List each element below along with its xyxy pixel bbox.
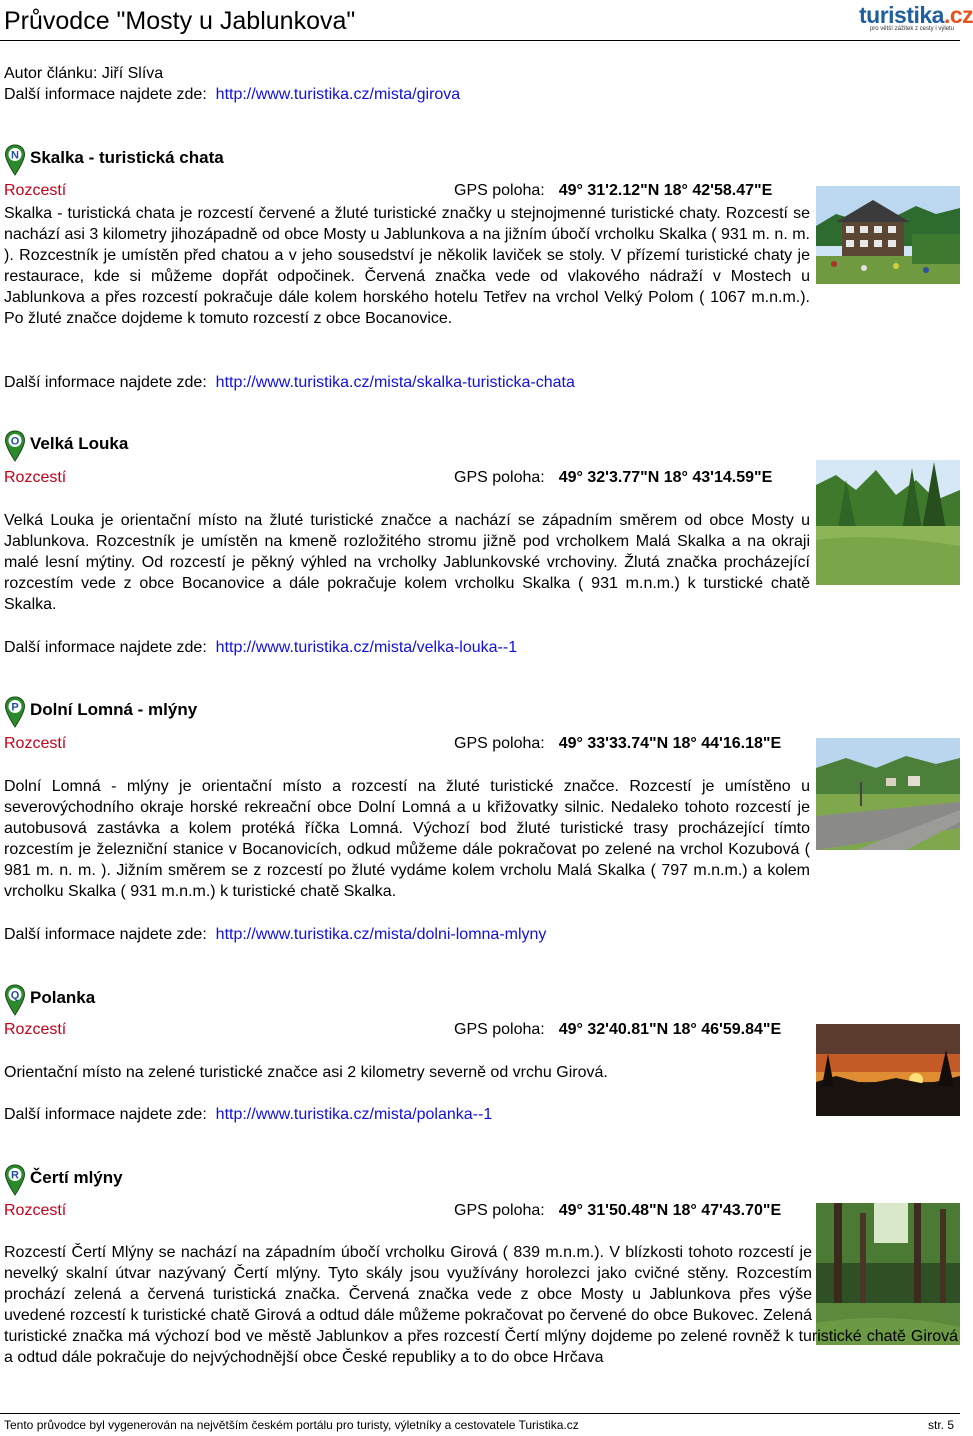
map-marker-o-icon bbox=[4, 430, 26, 462]
page-number: str. 5 bbox=[927, 1418, 954, 1432]
point-type: Rozcestí bbox=[4, 735, 67, 752]
more-info-row bbox=[4, 924, 546, 945]
logo-tagline: pro větší zážitek z cesty i výletu bbox=[869, 26, 954, 32]
gps-coordinates: 49° 32'3.77"N 18° 43'14.59"E bbox=[558, 469, 773, 486]
gps-label: GPS poloha: bbox=[454, 1021, 545, 1038]
gps-position bbox=[454, 1019, 781, 1040]
footer-divider bbox=[0, 1413, 960, 1414]
gps-label: GPS poloha: bbox=[454, 182, 545, 199]
point-description: Velká Louka je orientační místo na žluté turistické značce a nachází se západním směrem od obce Mosty u Jablunkova. Rozcestník je umístěn na kmeně rozložitého stromu jižně pod vrcholkem Malá Skalka a na okraji malé lesní mýtiny. Od rozcestí je pěkný výhled na vrcholky Jablunkovské vrchoviny. Žlutá značka procházející rozcestím vede z obce Bocanovice a dále pokračuje kolem vrcholku Skalka ( 931 m.n.m.) k turstické chatě Skalka. bbox=[4, 512, 810, 613]
map-marker-q-icon bbox=[4, 984, 26, 1016]
logo-wordmark: turistika bbox=[859, 2, 944, 28]
point-description: Orientační místo na zelené turistické značce asi 2 kilometry severně od vrchu Girová. bbox=[4, 1064, 608, 1081]
more-info-label: Další informace najdete zde: bbox=[4, 926, 207, 943]
gps-position bbox=[454, 180, 772, 201]
point-type: Rozcestí bbox=[4, 1202, 67, 1219]
map-marker-p-icon bbox=[4, 696, 26, 728]
point-description-text: Rozcestí Čertí Mlýny se nachází na západním úbočí vrcholku Girová ( 839 m.n.m.). V blízkosti tohoto rozcestí je nevelký skalní útvar nazývaný Čertí mlýny. Tyto skály jsou využívány horolezci jako cvičné stěny. Rozcestím prochází zelená a červená turistická značka. Červená značka vede z obce Mosty u Jablunkova přes výše uvedené rozcestí k turistické chatě Girová a odtud dále můžeme pokračovat po červené do obce Bukovec. Zelená turistické značka má výchozí bod ve městě Jablunkov a přes rozcestí Čertí mlýny dojdeme po zelené rovněž k turistické chatě Girová a odtud dále pokračuje do nejvýchodnější obce České republiky a to do obce Hrčava bbox=[4, 1244, 958, 1366]
point-title: Velká Louka bbox=[30, 434, 129, 453]
logo-domain: .cz bbox=[943, 2, 973, 28]
more-info-label: Další informace najdete zde: bbox=[4, 374, 207, 391]
point-more-link[interactable]: http://www.turistika.cz/mista/polanka--1 bbox=[215, 1106, 493, 1123]
point-more-link[interactable]: http://www.turistika.cz/mista/velka-louka--1 bbox=[215, 639, 518, 656]
point-title: Polanka bbox=[30, 988, 96, 1007]
photo-dolni-lomna bbox=[816, 738, 960, 850]
point-description bbox=[4, 1242, 958, 1368]
gps-coordinates: 49° 31'2.12"N 18° 42'58.47"E bbox=[558, 182, 773, 199]
point-type: Rozcestí bbox=[4, 1021, 67, 1038]
gps-position bbox=[454, 733, 781, 754]
point-description: Skalka - turistická chata je rozcestí červené a žluté turistické značky u stejnojmenné turistické chaty. Rozcestí se nachází asi 3 kilometry jihozápadně od obce Mosty u Jablunkova a na jižním úbočí vrcholku Skalka ( 931 m. n. m. ). Rozcestník je umístěn před chatou a v jeho sousedství je několik laviček se stoly. V přízemí turistické chaty je restaurace, kde si můžeme dopřát odpočinek. Červená značka vede od vlakového nádraží v Mostech u Jablunkova a přes rozcestí pokračuje dále kolem horského hotelu Tetřev na vrchol Velký Polom ( 1067 m.n.m.). Po žluté značce dojdeme k tomuto rozcestí z obce Bocanovice. bbox=[4, 205, 810, 327]
gps-label: GPS poloha: bbox=[454, 735, 545, 752]
svg-text:R: R bbox=[11, 1169, 19, 1182]
author-block bbox=[4, 63, 460, 105]
point-more-link[interactable]: http://www.turistika.cz/mista/skalka-turisticka-chata bbox=[215, 374, 575, 391]
svg-text:P: P bbox=[11, 701, 19, 714]
point-type: Rozcestí bbox=[4, 469, 67, 486]
more-info-row bbox=[4, 372, 575, 393]
author-line: Autor článku: Jiří Slíva bbox=[4, 65, 164, 82]
point-type: Rozcestí bbox=[4, 182, 67, 199]
photo-wrap-spacer bbox=[812, 1242, 958, 1326]
header-divider bbox=[0, 40, 960, 41]
photo-polanka bbox=[816, 1024, 960, 1116]
gps-position bbox=[454, 467, 772, 488]
gps-coordinates: 49° 31'50.48"N 18° 47'43.70"E bbox=[558, 1202, 782, 1219]
gps-coordinates: 49° 33'33.74"N 18° 44'16.18"E bbox=[558, 735, 782, 752]
turistika-logo bbox=[859, 2, 973, 34]
map-marker-r-icon bbox=[4, 1164, 26, 1196]
more-info-label: Další informace najdete zde: bbox=[4, 639, 207, 656]
author-more-link[interactable]: http://www.turistika.cz/mista/girova bbox=[215, 86, 461, 103]
gps-coordinates: 49° 32'40.81"N 18° 46'59.84"E bbox=[558, 1021, 782, 1038]
more-info-label: Další informace najdete zde: bbox=[4, 86, 207, 103]
map-marker-n-icon bbox=[4, 144, 26, 176]
more-info-label: Další informace najdete zde: bbox=[4, 1106, 207, 1123]
gps-label: GPS poloha: bbox=[454, 1202, 545, 1219]
footer-note: Tento průvodce byl vygenerován na největším českém portálu pro turisty, výletníky a cestovatele Turistika.cz bbox=[4, 1418, 579, 1432]
gps-position bbox=[454, 1200, 781, 1221]
svg-text:N: N bbox=[11, 149, 19, 162]
point-title: Dolní Lomná - mlýny bbox=[30, 700, 198, 719]
svg-text:O: O bbox=[10, 435, 20, 448]
point-description: Dolní Lomná - mlýny je orientační místo a rozcestí na žluté turistické značce. Rozcestí je umístěno u severovýchodního okraje horské rekreační obce Dolní Lomná a u křižovatky silnic. Nedaleko tohoto rozcestí je autobusová zastávka a kolem protéká říčka Lomná. Výchozí bod žluté turistické trasy procházející tímto rozcestím je železniční stanice v Bocanovicích, odkud můžeme dále pokračovat po zelené na vrchol Kozubová ( 981 m. n. m. ). Jižním směrem se z rozcestí po žluté vydáme kolem vrcholu Malá Skalka ( 797 m.n.m.) a kolem vrcholku Skalka ( 931 m.n.m.) k turistické chatě Skalka. bbox=[4, 778, 810, 900]
point-more-link[interactable]: http://www.turistika.cz/mista/dolni-lomna-mlyny bbox=[215, 926, 547, 943]
page-header bbox=[0, 0, 973, 40]
photo-velka-louka bbox=[816, 460, 960, 585]
point-title: Skalka - turistická chata bbox=[30, 148, 224, 167]
document-title: Průvodce "Mosty u Jablunkova" bbox=[4, 7, 356, 35]
more-info-row bbox=[4, 1104, 492, 1125]
photo-skalka-chata bbox=[816, 186, 960, 284]
more-info-row bbox=[4, 637, 517, 658]
point-title: Čertí mlýny bbox=[30, 1168, 123, 1187]
svg-text:Q: Q bbox=[10, 989, 20, 1002]
gps-label: GPS poloha: bbox=[454, 469, 545, 486]
